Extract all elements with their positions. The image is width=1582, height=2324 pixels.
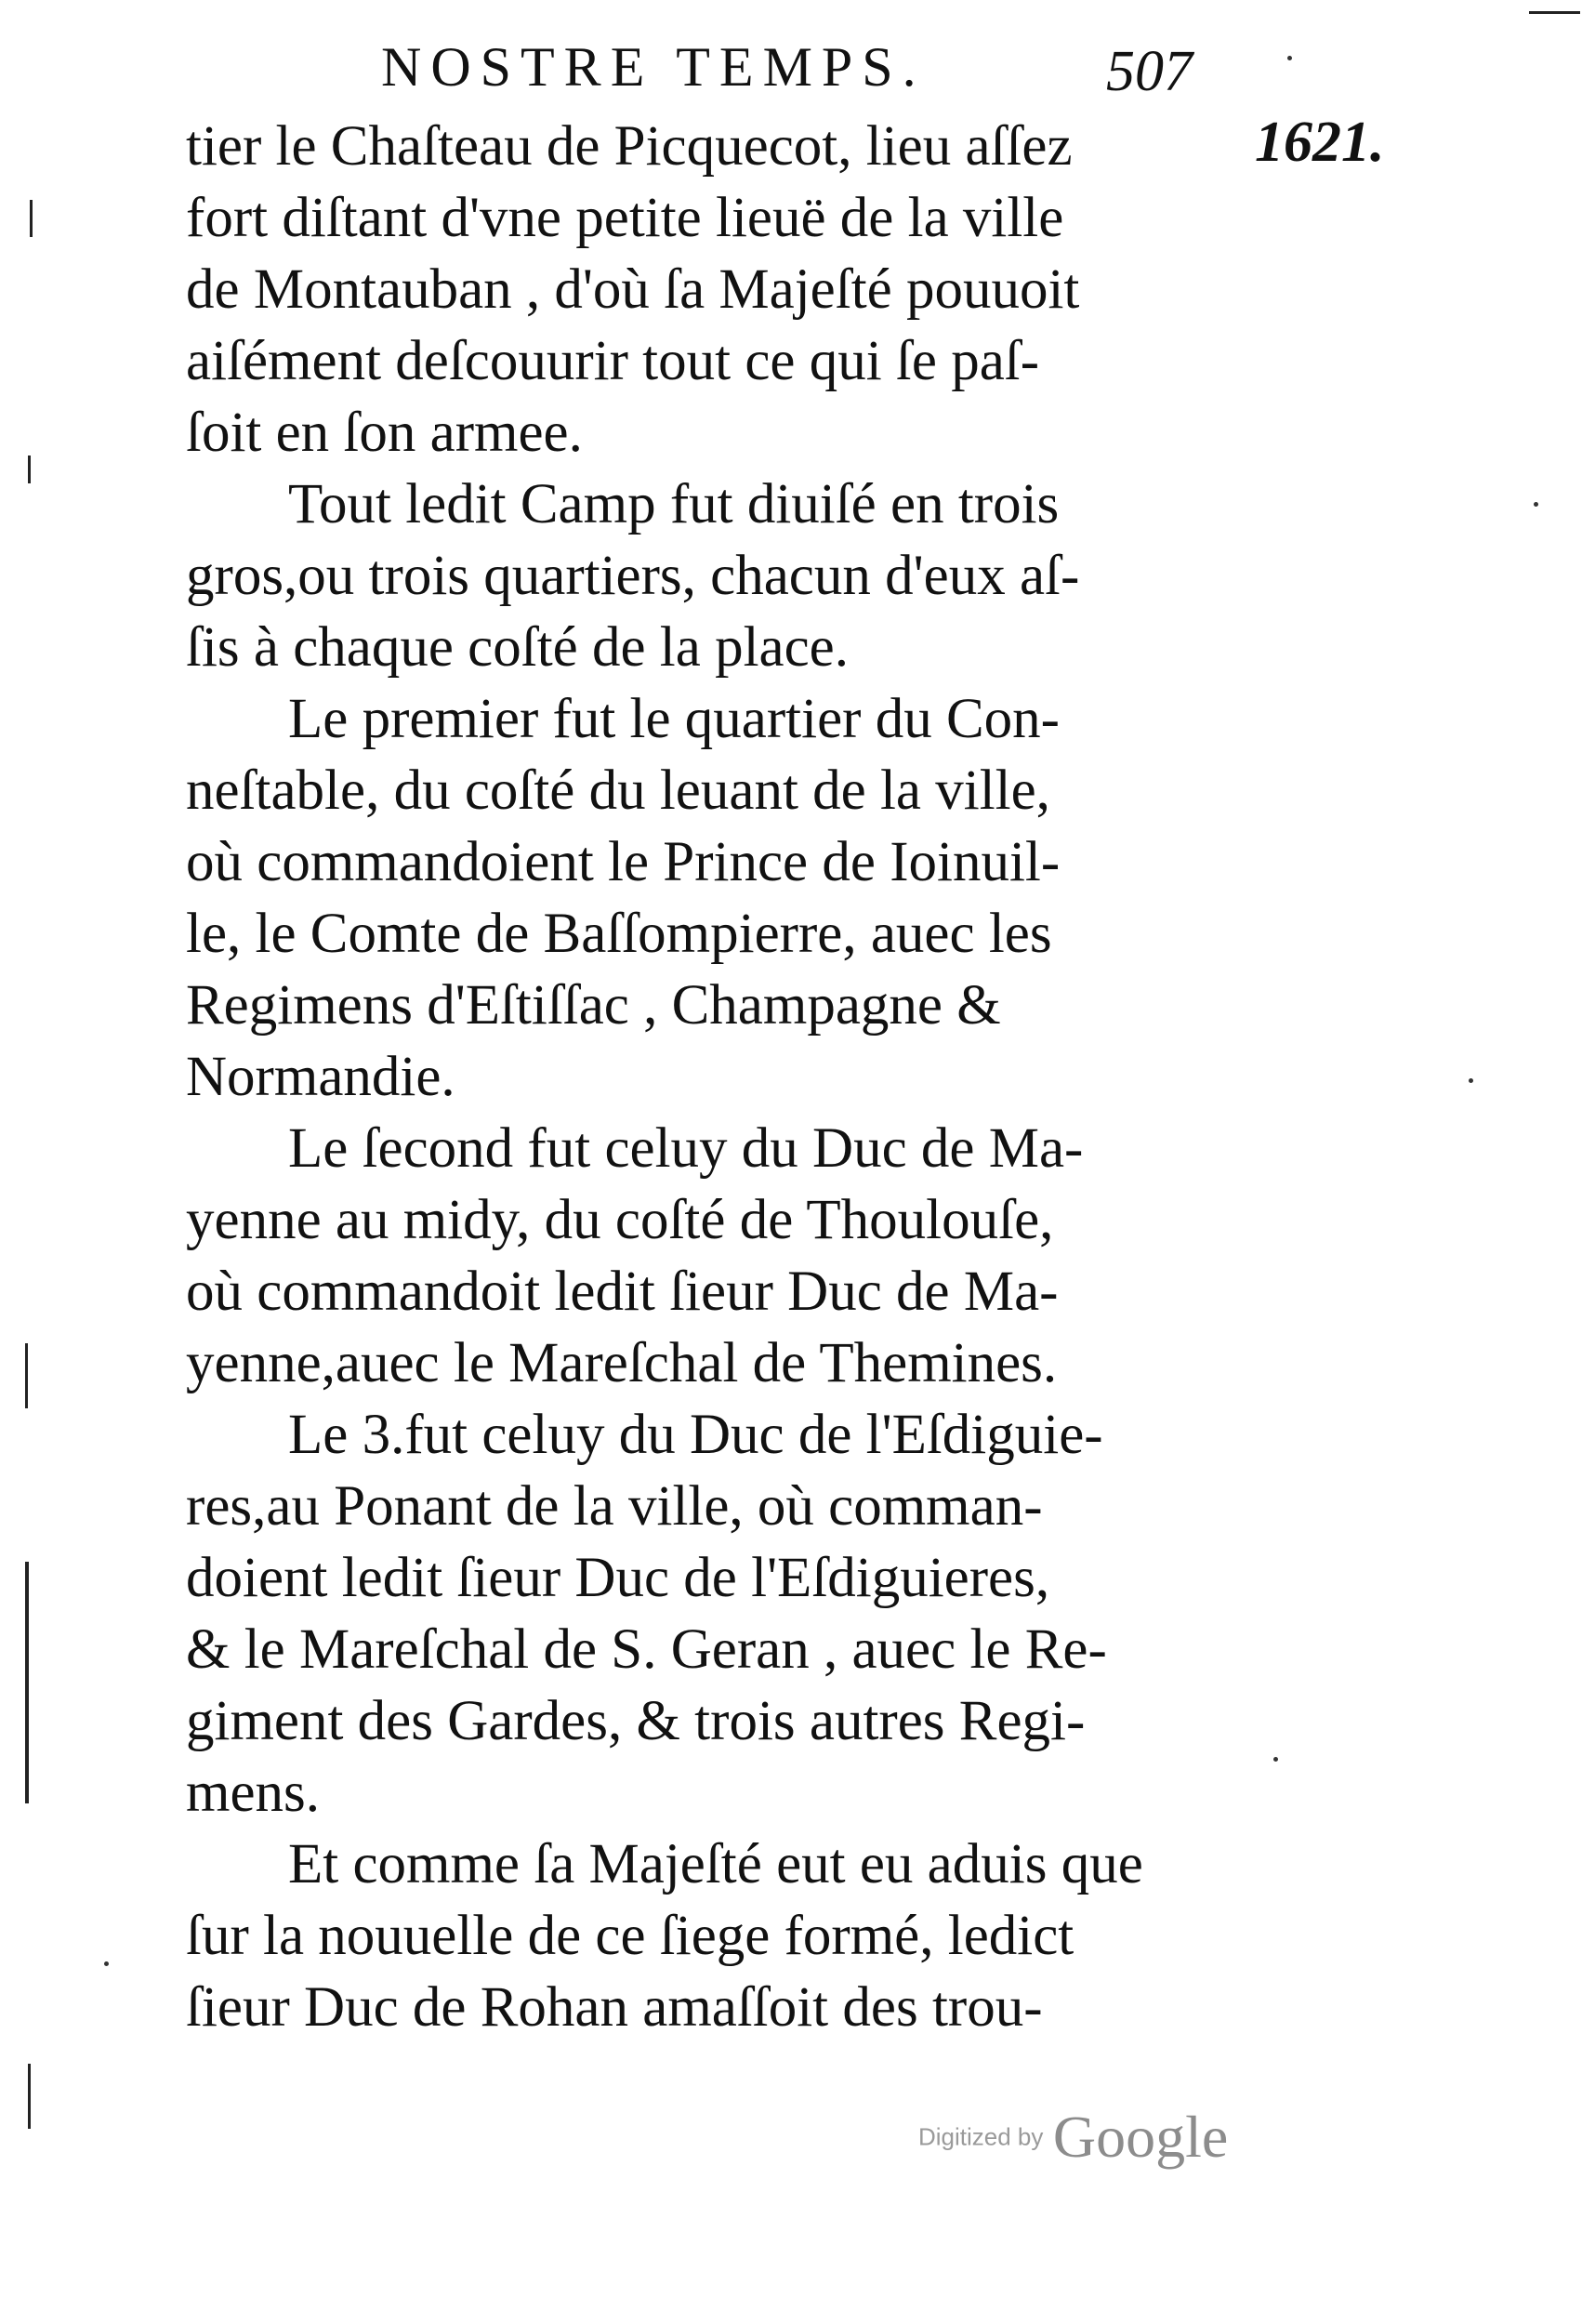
scan-speck — [1287, 56, 1292, 60]
text-line: Normandie. — [186, 1046, 455, 1108]
text-line: neſtable, du coſté du leuant de la ville, — [186, 759, 1050, 822]
scan-mark — [1529, 11, 1580, 14]
paragraph-start-line: Le 3.fut celuy du Duc de l'Eſdiguie- — [288, 1404, 1103, 1466]
text-line: Regimens d'Eſtiſſac , Champagne & — [186, 974, 1001, 1037]
text-line: aiſément deſcouurir tout ce qui ſe paſ- — [186, 330, 1040, 392]
paragraph-start-line: Le ſecond fut celuy du Duc de Ma- — [288, 1117, 1084, 1180]
paragraph-start-line: Tout ledit Camp fut diuiſé en trois — [288, 473, 1060, 535]
digitized-watermark — [918, 2103, 1228, 2172]
scan-speck — [104, 1961, 109, 1966]
text-line: giment des Gardes, & trois autres Regi- — [186, 1690, 1086, 1752]
text-line: & le Mareſchal de S. Geran , auec le Re- — [186, 1618, 1107, 1681]
text-line: mens. — [186, 1762, 321, 1824]
scan-speck — [1273, 1757, 1278, 1762]
digitized-label: Digitized by — [918, 2122, 1044, 2151]
text-line: de Montauban , d'où ſa Majeſté pouuoit — [186, 258, 1080, 321]
text-line: où commandoit ledit ſieur Duc de Ma- — [186, 1261, 1059, 1323]
margin-year: 1621. — [1255, 111, 1385, 174]
text-line: où commandoient le Prince de Ioinuil- — [186, 831, 1061, 893]
scan-mark — [30, 200, 33, 237]
scan-speck — [1534, 502, 1538, 507]
scan-mark — [25, 1562, 29, 1803]
scan-mark — [25, 1343, 28, 1408]
paragraph-start-line: Et comme ſa Majeſté eut eu aduis que — [288, 1833, 1143, 1895]
text-line: yenne,auec le Mareſchal de Themines. — [186, 1332, 1058, 1394]
scan-mark — [28, 2064, 31, 2129]
scan-mark — [28, 456, 31, 483]
text-line: ſur la nouuelle de ce ſiege formé, ledict — [186, 1905, 1074, 1967]
text-line: gros,ou trois quartiers, chacun d'eux aſ- — [186, 545, 1080, 607]
text-line: tier le Chaſteau de Picquecot, lieu aſſez — [186, 115, 1073, 178]
paragraph-start-line: Le premier fut le quartier du Con- — [288, 688, 1060, 750]
text-line: ſoit en ſon armee. — [186, 402, 583, 464]
text-line: yenne au midy, du coſté de Thoulouſe, — [186, 1189, 1054, 1251]
text-line: res,au Ponant de la ville, où comman- — [186, 1475, 1043, 1538]
scan-speck — [1469, 1078, 1473, 1083]
page-number: 507 — [1106, 40, 1193, 103]
running-title: NOSTRE TEMPS. — [381, 36, 926, 98]
google-logo: Google — [1052, 2104, 1229, 2170]
text-line: doient ledit ſieur Duc de l'Eſdiguieres, — [186, 1547, 1050, 1609]
text-line: fort diſtant d'vne petite lieuë de la ville — [186, 187, 1064, 249]
text-line: ſieur Duc de Rohan amaſſoit des trou- — [186, 1976, 1043, 2039]
text-line: le, le Comte de Baſſompierre, auec les — [186, 903, 1052, 965]
text-line: ſis à chaque coſté de la place. — [186, 616, 849, 679]
